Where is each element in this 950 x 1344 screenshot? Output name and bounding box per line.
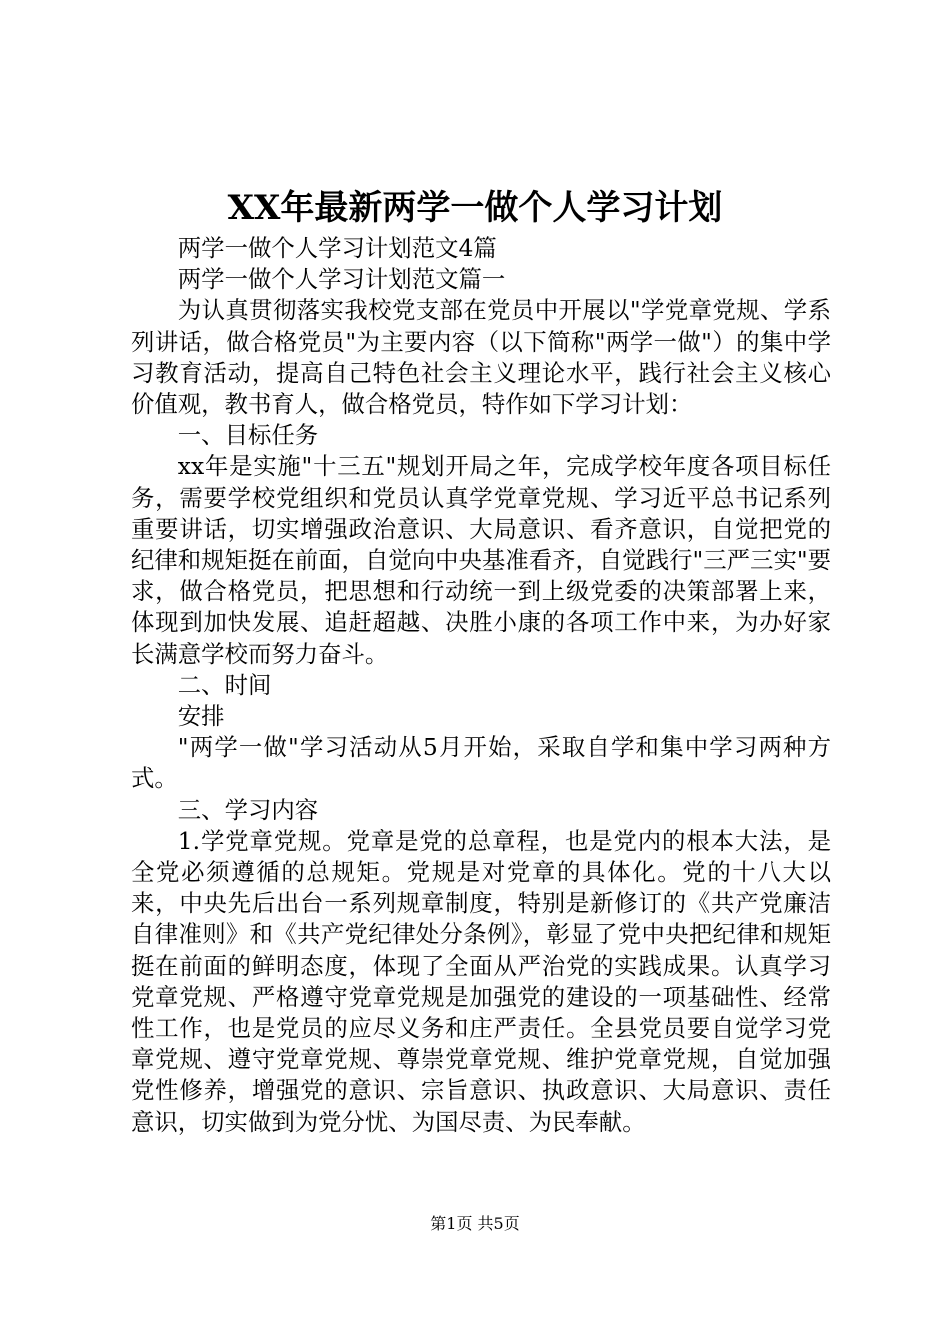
content-paragraph: 1.学党章党规。党章是党的总章程，也是党内的根本大法，是全党必须遵循的总规矩。党规是对党章的具体化。党的十八大以来，中央先后出台一系列规章制度，特别是新修订的《共产党廉洁自律准则》和《共产党纪律处分条例》，彰显了党中央把纪律和规矩挺在前面的鲜明态度，体现了全面从严治党的实践成果。认真学习党章党规、严格遵守党章党规是加强党的建设的一项基础性、经常性工作，也是党员的应尽义务和庄严责任。全县党员要自觉学习党章党规、遵守党章党规、尊崇党章党规、维护党章党规，自觉加强党性修养，增强党的意识、宗旨意识、执政意识、大局意识、责任意识，切实做到为党分忧、为国尽责、为民奉献。 bbox=[131, 826, 831, 1136]
schedule-paragraph: "两学一做"学习活动从5月开始，采取自学和集中学习两种方式。 bbox=[131, 733, 831, 793]
subtitle-article-collection: 两学一做个人学习计划范文4篇 bbox=[177, 234, 497, 262]
section-heading-goals: 一、目标任务 bbox=[177, 421, 319, 450]
section-heading-arrangement: 安排 bbox=[177, 702, 225, 731]
goals-paragraph: xx年是实施"十三五"规划开局之年，完成学校年度各项目标任务，需要学校党组织和党员认真学党章党规、学习近平总书记系列重要讲话，切实增强政治意识、大局意识、看齐意识，自觉把党的纪律和规矩挺在前面，自觉向中央基准看齐，自觉践行"三严三实"要求，做合格党员，把思想和行动统一到上级党委的决策部署上来，体现到加快发展、追赶超越、决胜小康的各项工作中来，为办好家长满意学校而努力奋斗。 bbox=[131, 452, 831, 668]
document-title: XX年最新两学一做个人学习计划 bbox=[227, 188, 723, 228]
page-number-footer: 第1页 共5页 bbox=[430, 1214, 520, 1233]
section-heading-content: 三、学习内容 bbox=[177, 795, 319, 824]
subtitle-article-one: 两学一做个人学习计划范文篇一 bbox=[177, 265, 506, 294]
intro-paragraph: 为认真贯彻落实我校党支部在党员中开展以"学党章党规、学系列讲话，做合格党员"为主要内容（以下简称"两学一做"）的集中学习教育活动，提高自己特色社会主义理论水平，践行社会主义核心价值观，教书育人，做合格党员，特作如下学习计划： bbox=[131, 296, 831, 419]
document-body bbox=[131, 233, 831, 1138]
section-heading-time: 二、时间 bbox=[177, 670, 272, 699]
